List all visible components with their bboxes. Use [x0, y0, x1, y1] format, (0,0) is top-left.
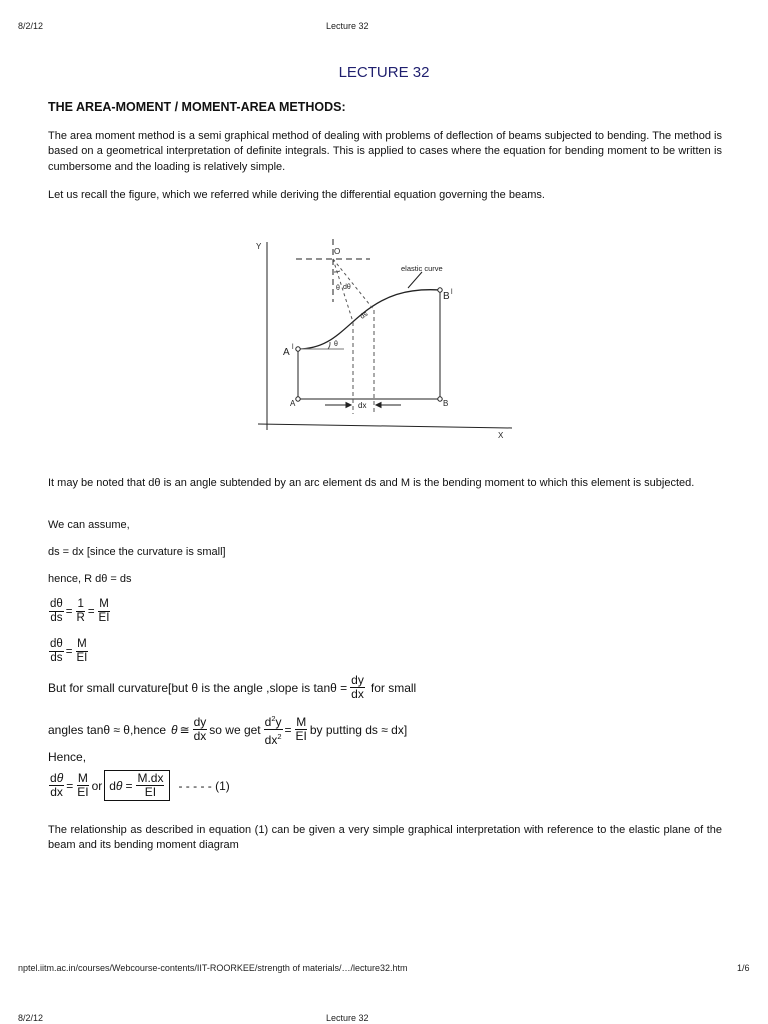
b-prime-label: B — [443, 291, 450, 302]
point-b — [438, 397, 442, 401]
a-prime-mark: l — [292, 344, 294, 351]
equation-curvature: $\frac{d\theta}{ds}$ = $\frac{1}{R}$ = $\frac{M}{EI}$ — [50, 598, 110, 624]
footer-url[interactable]: nptel.iitm.ac.in/courses/Webcourse-contents/IIT-ROORKEE/strength of materials/…/lecture32.htm — [18, 963, 408, 973]
equation-1: $\frac{d\theta}{dx}$ = $\frac{M}{EI}$ or dθ = $\frac{M.dx}{EI}$ - - - - - (1) — [50, 771, 230, 799]
recall-paragraph: Let us recall the figure, which we referred while deriving the differential equation governing the beams. — [48, 189, 545, 201]
y-axis-label: Y — [256, 242, 262, 251]
header-date: 8/2/12 — [18, 21, 44, 31]
x-axis-label: X — [498, 431, 504, 440]
section-heading: THE AREA-MOMENT / MOMENT-AREA METHODS: — [48, 100, 346, 114]
equation-small-angles: angles tanθ ≈ θ,hence θ ≅ $\frac{dy}{dx}$ so we get $\frac{d^2y}{dx^2}$ = $\frac{M}{EI}$ by putting ds ≈ dx] — [48, 714, 408, 747]
assume-line: We can assume, — [48, 519, 130, 531]
elastic-curve-label: elastic curve — [401, 264, 443, 273]
dx-label: dx — [358, 401, 367, 410]
ds-dx-line: ds = dx [since the curvature is small] — [48, 546, 226, 558]
dtheta-label: dθ — [343, 284, 351, 291]
next-page-date: 8/2/12 — [18, 1013, 44, 1023]
theta-label-a: θ — [334, 341, 338, 348]
equation-small-curvature: But for small curvature[but θ is the angle ,slope is tanθ = $\frac{dy}{dx}$ for small — [48, 673, 417, 701]
boxed-equation: dθ = $\frac{M.dx}{EI}$ — [104, 770, 170, 801]
relationship-paragraph: The relationship as described in equation (1) can be given a very simple graphical interpretation with reference to the elastic plane of the beam and its bending moment diagram — [48, 824, 722, 852]
beam-deflection-figure — [250, 232, 530, 444]
point-a — [296, 397, 300, 401]
a-label: A — [290, 399, 296, 408]
b-prime-mark: l — [451, 289, 453, 296]
hence-r-line: hence, R dθ = ds — [48, 573, 132, 585]
footer-page: 1/6 — [737, 963, 750, 973]
elastic-curve — [298, 290, 440, 349]
center-o-label: O — [334, 247, 341, 256]
theta-label-top: θ — [336, 285, 340, 292]
intro-paragraph: The area moment method is a semi graphical method of dealing with problems of deflection of beams subjected to bending. The method is based on a geometrical interpretation of definite integrals. This is applied to cases where the equation for bending moment to be written is cumbersome and the loading is relatively simple. — [48, 130, 722, 173]
noted-paragraph: It may be noted that dθ is an angle subtended by an arc element ds and M is the bending moment to which this element is subjected. — [48, 477, 695, 489]
next-page-title: Lecture 32 — [326, 1013, 369, 1023]
b-label: B — [443, 399, 449, 408]
x-axis — [258, 424, 512, 428]
hence-line: Hence, — [48, 750, 87, 764]
lecture-title: LECTURE 32 — [338, 64, 430, 81]
point-a-prime — [296, 347, 300, 351]
header-title: Lecture 32 — [326, 21, 369, 31]
a-prime-label: A — [283, 347, 290, 358]
point-b-prime — [438, 288, 442, 292]
equation-dtheta-ds: $\frac{d\theta}{ds}$ = $\frac{M}{EI}$ — [50, 638, 88, 664]
ds-label: ds — [359, 310, 370, 321]
